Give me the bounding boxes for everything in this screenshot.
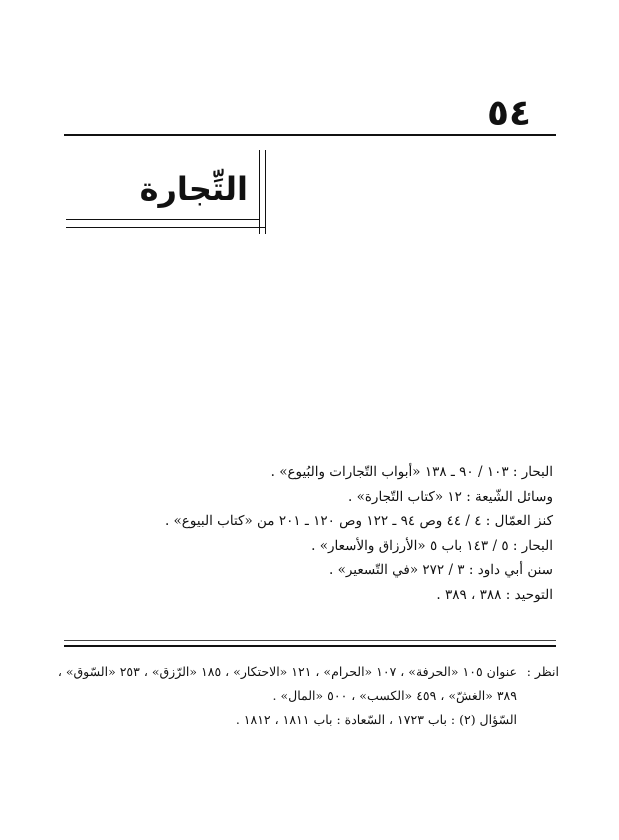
- separator-thin: [64, 640, 556, 641]
- chapter-title-frame: [66, 150, 270, 234]
- reference-item: البحار : ٥ / ١٤٣ باب ٥ «الأرزاق والأسعار» .: [311, 537, 553, 554]
- separator-thick: [64, 645, 556, 647]
- reference-list: [73, 460, 553, 608]
- see-also-label: انظر :: [526, 664, 559, 679]
- reference-item: التوحيد : ٣٨٨ ، ٣٨٩ .: [436, 586, 553, 603]
- frame-vertical-line: [259, 150, 260, 234]
- top-rule: [64, 134, 556, 136]
- reference-item: البحار : ١٠٣ / ٩٠ ـ ١٣٨ «أبواب التّجارات والبُيوع» .: [270, 464, 553, 480]
- reference-item: سنن أبي داود : ٣ / ٢٧٢ «في التّسعير» .: [328, 562, 553, 579]
- reference-item: وسائل الشّيعة : ١٢ «كتاب التّجارة» .: [348, 488, 553, 505]
- chapter-number: ٥٤: [487, 93, 531, 134]
- see-also-line: ٣٨٩ «الغشّ» ، ٤٥٩ «الكسب» ، ٥٠٠ «المال» .: [272, 688, 517, 703]
- see-also-line: السّؤال (٢) : باب ١٧٢٣ ، السّعادة : باب ١٨١١ ، ١٨١٢ .: [235, 712, 517, 727]
- reference-item: كنز العمّال : ٤ / ٤٤ وص ٩٤ ـ ١٢٢ وص ١٢٠ ـ ٢٠١ من «كتاب البيوع» .: [164, 513, 553, 530]
- frame-vertical-line: [265, 150, 266, 234]
- see-also-line: [59, 660, 559, 684]
- chapter-title: التِّجارة: [139, 170, 248, 208]
- see-also-block: [59, 660, 559, 732]
- frame-horizontal-line: [66, 227, 266, 228]
- see-also-text: عنوان ١٠٥ «الحرفة» ، ١٠٧ «الحرام» ، ١٢١ «الاحتكار» ، ١٨٥ «الرّزق» ، ٢٥٣ «السّوق» ،: [57, 664, 517, 679]
- frame-horizontal-line: [66, 219, 260, 220]
